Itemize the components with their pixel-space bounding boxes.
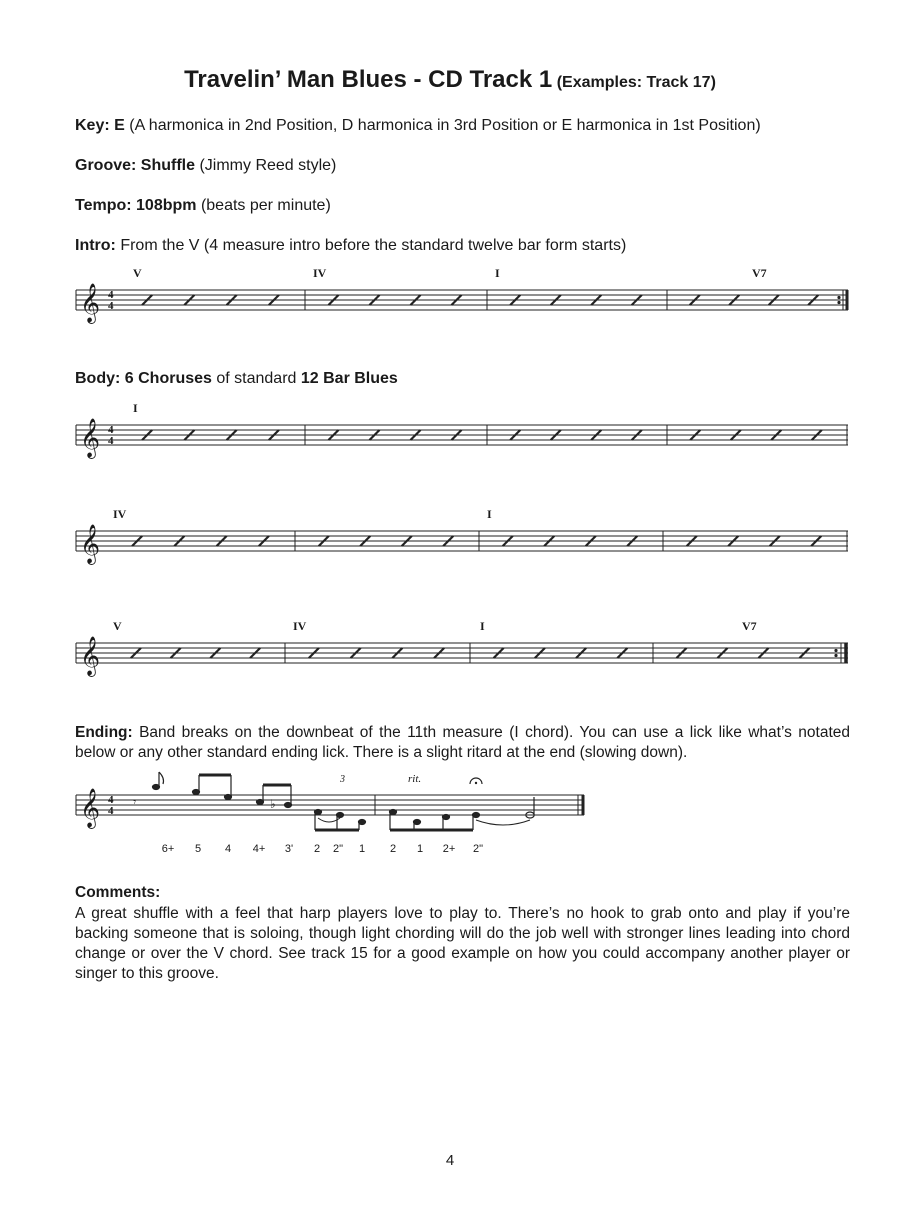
treble-clef-icon: 𝄞 [80, 788, 101, 828]
treble-clef-icon: 𝄞 [80, 524, 101, 564]
tab-number: 3' [284, 843, 294, 855]
page-number: 4 [445, 1152, 455, 1169]
tempo-line [75, 197, 331, 215]
comments-label: Comments: [75, 884, 161, 901]
chord-I: I [495, 266, 500, 280]
chord-I: I [480, 619, 485, 633]
tab-number: 2" [472, 843, 484, 855]
treble-clef-icon: 𝄞 [80, 418, 101, 458]
body-bold2: 12 Bar Blues [300, 370, 398, 387]
groove-label: Groove: Shuffle [75, 157, 196, 174]
svg-text:♭: ♭ [270, 797, 276, 811]
intro-label: Intro: [75, 237, 116, 254]
time-sig-top: 4 [108, 794, 114, 806]
body-staff-1 [0, 397, 900, 467]
chord-IV: IV [293, 619, 307, 633]
intro-staff [0, 262, 900, 332]
ending-paragraph [75, 723, 850, 763]
staff-lines [76, 290, 848, 310]
staff-lines [76, 425, 848, 445]
time-sig-top: 4 [108, 424, 114, 436]
tab-number: 2" [332, 843, 344, 855]
time-sig-top: 4 [108, 289, 114, 301]
body-line [75, 370, 398, 388]
title-main: Travelin’ Man Blues - CD Track 1 [184, 66, 553, 93]
treble-clef-icon: 𝄞 [80, 283, 101, 323]
body-mid: of standard [211, 370, 301, 387]
intro-text: From the V (4 measure intro before the standard twelve bar form starts) [115, 237, 627, 254]
tab-number: 4 [224, 843, 232, 855]
key-label: Key: E [75, 117, 125, 134]
chord-IV: IV [313, 266, 327, 280]
tempo-text: (beats per minute) [196, 197, 331, 214]
ending-staff [0, 770, 900, 860]
tab-number: 1 [416, 843, 424, 855]
time-sig-bottom: 4 [108, 805, 114, 817]
intro-line [75, 237, 626, 255]
tab-number: 5 [194, 843, 202, 855]
harmonica-tab [162, 843, 483, 855]
chord-I: I [133, 401, 138, 415]
tab-number: 6+ [161, 843, 175, 855]
tempo-label: Tempo: 108bpm [75, 197, 197, 214]
comments-text: A great shuffle with a feel that harp players love to play to. There’s no hook to grab onto and play if you’re backing someone that is soloing, though light chording will do the job well with stronger lines leading into chord change or over the V chord. See track 15 for a good example on how you could accompany another player or singer to this groove. [75, 905, 850, 982]
tab-number: 4+ [252, 843, 266, 855]
triplet-mark: 3 [340, 774, 345, 785]
groove-text: (Jimmy Reed style) [195, 157, 337, 174]
tab-number: 2 [389, 843, 397, 855]
chord-V7: V7 [752, 266, 767, 280]
key-line [75, 117, 761, 135]
ending-label: Ending: [75, 724, 133, 741]
tab-number: 2+ [442, 843, 456, 855]
treble-clef-icon: 𝄞 [80, 636, 101, 676]
key-text: (A harmonica in 2nd Position, D harmonica in 3rd Position or E harmonica in 1st Position) [124, 117, 761, 134]
staff-lines [76, 795, 584, 815]
ritard-mark: rit. [408, 773, 422, 785]
ending-text: Band breaks on the downbeat of the 11th measure (I chord). You can use a lick like what’s notated below or any other standard ending lick. There is a slight ritard at the end (slowing down). [75, 724, 850, 761]
chord-I: I [487, 507, 492, 521]
chord-V: V [113, 619, 122, 633]
tab-number: 1 [358, 843, 366, 855]
page-title [0, 66, 900, 94]
time-sig-bottom: 4 [108, 300, 114, 312]
title-sub: (Examples: Track 17) [556, 74, 716, 91]
body-staff-2 [0, 503, 900, 573]
chord-IV: IV [113, 507, 127, 521]
tab-number: 2 [313, 843, 321, 855]
chord-V7: V7 [742, 619, 757, 633]
staff-lines [76, 643, 848, 663]
time-sig-bottom: 4 [108, 435, 114, 447]
eighth-rest-icon: 𝄾 [133, 795, 137, 809]
body-label: Body: 6 Choruses [75, 370, 212, 387]
body-staff-3 [0, 615, 900, 685]
chord-V: V [133, 266, 142, 280]
groove-line [75, 157, 336, 175]
